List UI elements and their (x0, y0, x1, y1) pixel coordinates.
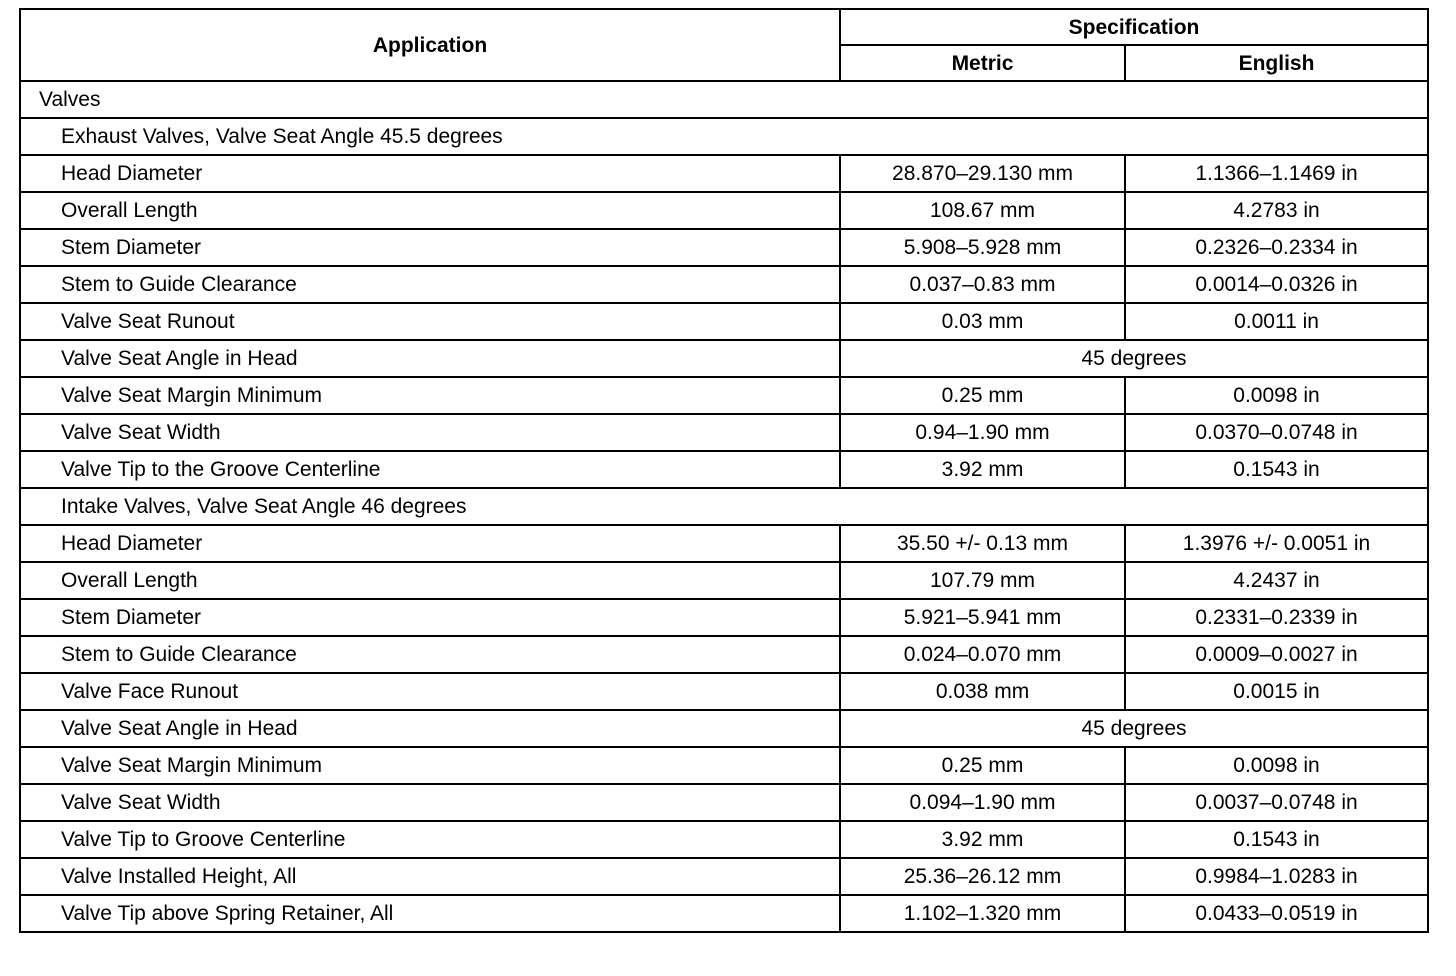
row-metric-value: 3.92 mm (840, 821, 1125, 858)
row-english-value: 0.0009–0.0027 in (1125, 636, 1428, 673)
row-english-value: 0.2326–0.2334 in (1125, 229, 1428, 266)
table-row (20, 784, 1428, 821)
row-metric-value: 0.024–0.070 mm (840, 636, 1125, 673)
row-english-value: 0.0370–0.0748 in (1125, 414, 1428, 451)
row-label: Valve Seat Angle in Head (20, 710, 840, 747)
row-label: Stem Diameter (20, 229, 840, 266)
row-english-value: 0.0098 in (1125, 747, 1428, 784)
row-english-value: 0.0433–0.0519 in (1125, 895, 1428, 932)
row-english-value: 4.2437 in (1125, 562, 1428, 599)
group-title: Exhaust Valves, Valve Seat Angle 45.5 degrees (20, 118, 1428, 155)
row-metric-value: 0.94–1.90 mm (840, 414, 1125, 451)
table-row (20, 599, 1428, 636)
row-english-value: 0.1543 in (1125, 821, 1428, 858)
table-row (20, 673, 1428, 710)
group-title-row (20, 488, 1428, 525)
metric-header: Metric (840, 45, 1125, 81)
row-label: Valve Seat Runout (20, 303, 840, 340)
row-metric-value: 0.094–1.90 mm (840, 784, 1125, 821)
row-english-value: 0.0011 in (1125, 303, 1428, 340)
row-metric-value: 107.79 mm (840, 562, 1125, 599)
header-row-top (20, 9, 1428, 45)
table-row (20, 747, 1428, 784)
row-metric-value: 1.102–1.320 mm (840, 895, 1125, 932)
row-english-value: 0.9984–1.0283 in (1125, 858, 1428, 895)
row-metric-value: 0.25 mm (840, 377, 1125, 414)
row-label: Valve Tip to Groove Centerline (20, 821, 840, 858)
row-metric-value: 5.908–5.928 mm (840, 229, 1125, 266)
row-label: Stem to Guide Clearance (20, 266, 840, 303)
row-label: Stem Diameter (20, 599, 840, 636)
row-english-value: 4.2783 in (1125, 192, 1428, 229)
table-row (20, 895, 1428, 932)
row-metric-value: 5.921–5.941 mm (840, 599, 1125, 636)
row-label: Valve Face Runout (20, 673, 840, 710)
row-metric-value: 28.870–29.130 mm (840, 155, 1125, 192)
section-title: Valves (20, 81, 1428, 118)
row-combined-value: 45 degrees (840, 340, 1428, 377)
valve-spec-table (19, 8, 1429, 933)
row-metric-value: 25.36–26.12 mm (840, 858, 1125, 895)
table-row (20, 155, 1428, 192)
row-metric-value: 3.92 mm (840, 451, 1125, 488)
row-label: Head Diameter (20, 525, 840, 562)
row-metric-value: 0.038 mm (840, 673, 1125, 710)
row-english-value: 0.0037–0.0748 in (1125, 784, 1428, 821)
row-label: Valve Installed Height, All (20, 858, 840, 895)
row-label: Valve Seat Angle in Head (20, 340, 840, 377)
group-title: Intake Valves, Valve Seat Angle 46 degrees (20, 488, 1428, 525)
row-label: Valve Tip to the Groove Centerline (20, 451, 840, 488)
table-row (20, 858, 1428, 895)
group-title-row (20, 118, 1428, 155)
english-header: English (1125, 45, 1428, 81)
row-metric-value: 0.25 mm (840, 747, 1125, 784)
row-label: Valve Seat Width (20, 414, 840, 451)
table-row (20, 266, 1428, 303)
section-row (20, 81, 1428, 118)
table-body (20, 81, 1428, 932)
row-label: Valve Tip above Spring Retainer, All (20, 895, 840, 932)
row-english-value: 1.3976 +/- 0.0051 in (1125, 525, 1428, 562)
row-english-value: 0.0014–0.0326 in (1125, 266, 1428, 303)
row-label: Valve Seat Margin Minimum (20, 377, 840, 414)
table-row (20, 821, 1428, 858)
row-english-value: 0.0015 in (1125, 673, 1428, 710)
row-label: Valve Seat Margin Minimum (20, 747, 840, 784)
row-label: Valve Seat Width (20, 784, 840, 821)
specification-header: Specification (840, 9, 1428, 45)
row-metric-value: 0.037–0.83 mm (840, 266, 1125, 303)
table-row (20, 451, 1428, 488)
row-english-value: 1.1366–1.1469 in (1125, 155, 1428, 192)
row-label: Head Diameter (20, 155, 840, 192)
table-row (20, 710, 1428, 747)
row-english-value: 0.0098 in (1125, 377, 1428, 414)
table-header (20, 9, 1428, 81)
row-label: Overall Length (20, 562, 840, 599)
row-metric-value: 0.03 mm (840, 303, 1125, 340)
table-row (20, 636, 1428, 673)
row-english-value: 0.1543 in (1125, 451, 1428, 488)
row-combined-value: 45 degrees (840, 710, 1428, 747)
row-metric-value: 35.50 +/- 0.13 mm (840, 525, 1125, 562)
table-row (20, 229, 1428, 266)
row-english-value: 0.2331–0.2339 in (1125, 599, 1428, 636)
table-row (20, 377, 1428, 414)
row-metric-value: 108.67 mm (840, 192, 1125, 229)
row-label: Overall Length (20, 192, 840, 229)
table-row (20, 562, 1428, 599)
table-row (20, 340, 1428, 377)
table-row (20, 303, 1428, 340)
table-row (20, 192, 1428, 229)
table-row (20, 525, 1428, 562)
row-label: Stem to Guide Clearance (20, 636, 840, 673)
application-header: Application (20, 9, 840, 81)
table-row (20, 414, 1428, 451)
